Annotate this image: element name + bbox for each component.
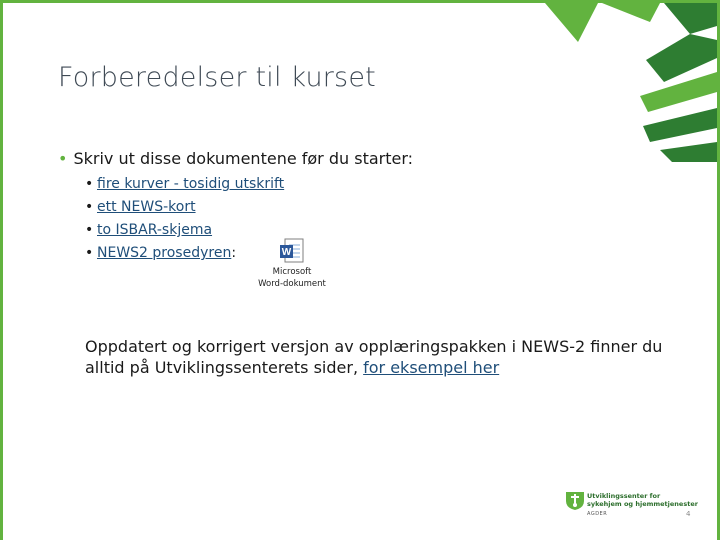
utviklingssenter-logo-icon [564,491,586,511]
pinwheel-decoration-icon [0,0,720,200]
list-item [85,221,284,244]
update-paragraph [85,336,685,378]
logo-line1: Utviklingssenter for [587,492,661,500]
logo-region: AGDER [587,511,608,517]
bullet-dot-icon: • [85,245,94,261]
word-document-icon[interactable] [279,238,305,264]
paragraph-text: Oppdatert og korrigert versjon av opplæringspakken i NEWS-2 finner du alltid på Utviklingssenterets sider, [85,337,663,377]
svg-text:W: W [281,247,292,258]
item-suffix: : [231,245,237,261]
intro-bullet [58,149,413,168]
bullet-dot-icon: • [85,176,94,192]
document-link[interactable]: fire kurver - tosidig utskrift [97,176,285,192]
document-list [85,175,284,267]
attachment-label-line1: Microsoft [272,267,312,277]
slide-title: Forberedelser til kurset [58,62,376,93]
list-item [85,175,284,198]
logo-text [587,492,698,508]
attachment-label[interactable] [250,266,334,290]
example-link[interactable]: for eksempel her [363,358,500,377]
bullet-dot-icon: • [85,222,94,238]
document-link[interactable]: to ISBAR-skjema [97,222,213,238]
bullet-dot-icon: • [85,199,94,215]
bullet-dot-icon: • [58,149,68,168]
list-item [85,244,284,267]
document-link[interactable]: ett NEWS-kort [97,199,196,215]
document-link[interactable]: NEWS2 prosedyren [97,245,232,261]
list-item [85,198,284,221]
page-number: 4 [686,510,691,518]
logo-line2: sykehjem og hjemmetjenester [587,500,698,508]
attachment-label-line2: Word-dokument [258,279,326,289]
intro-text: Skriv ut disse dokumentene før du starter: [73,149,414,168]
